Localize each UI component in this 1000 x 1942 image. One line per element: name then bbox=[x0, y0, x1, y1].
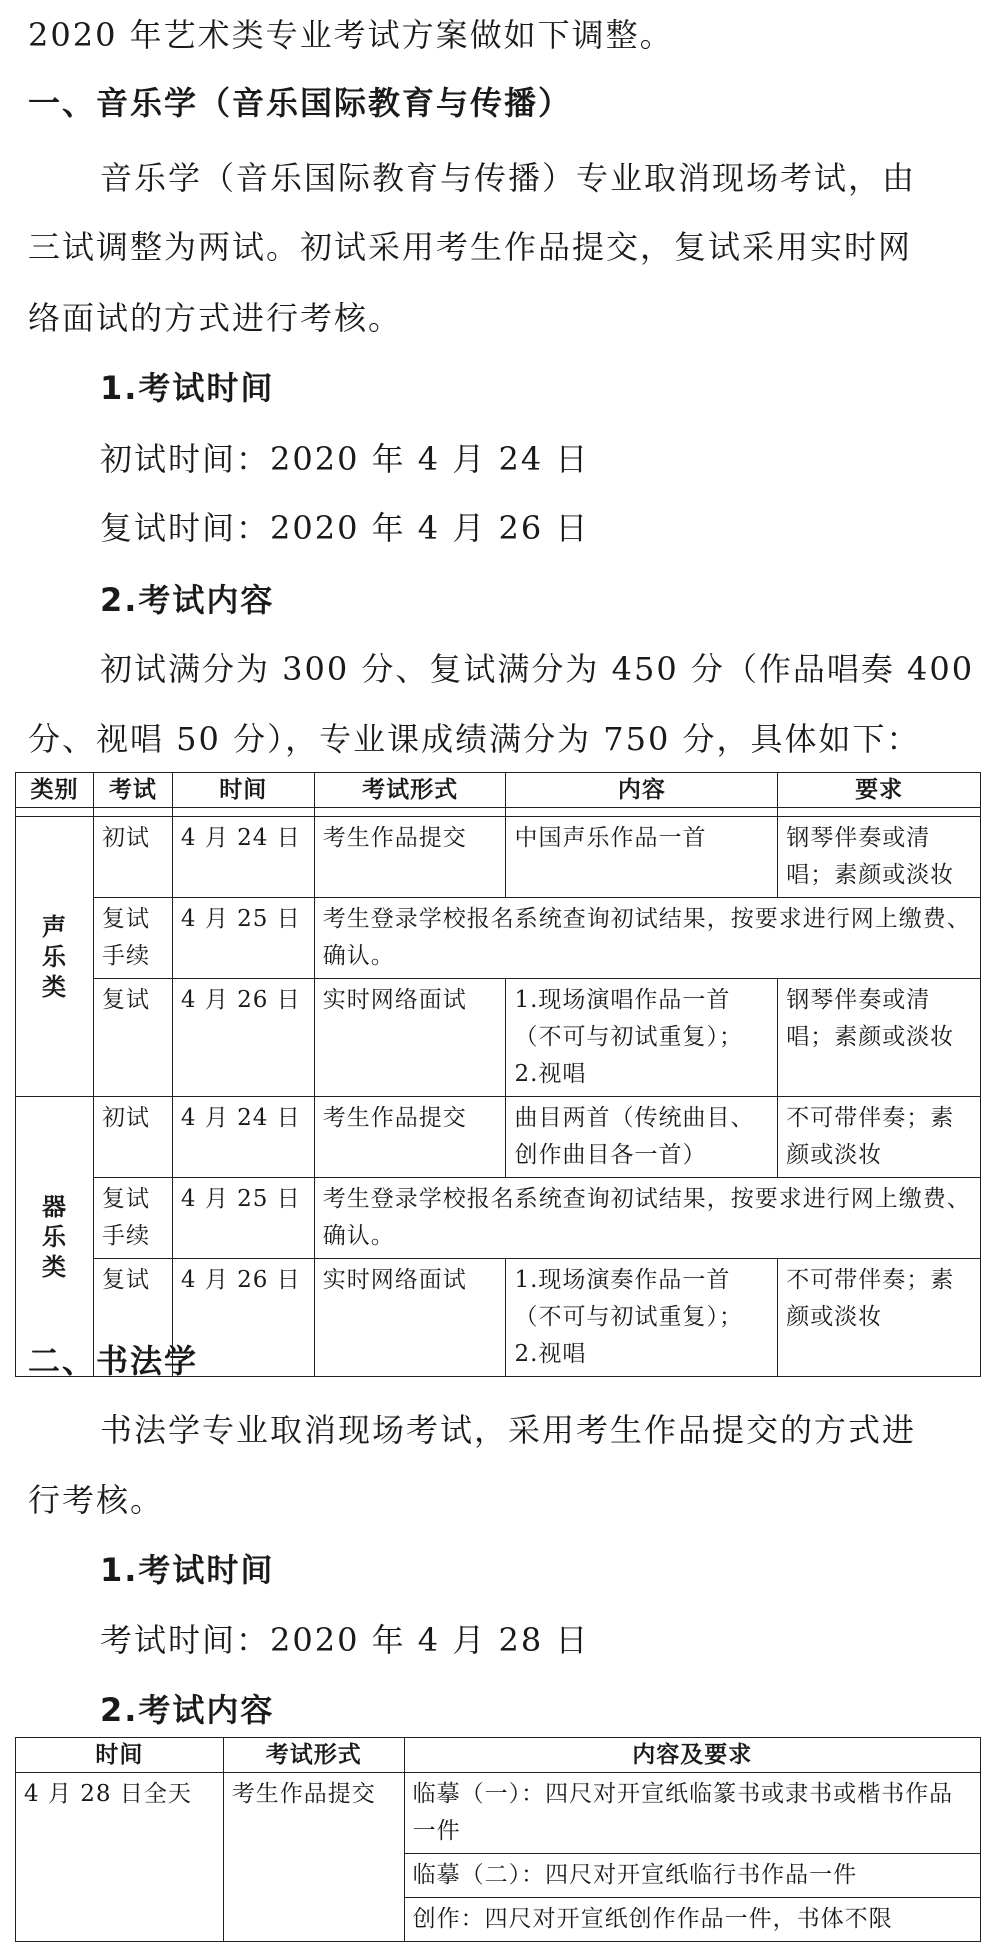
table-header-row bbox=[16, 773, 981, 808]
cell-content bbox=[506, 1259, 778, 1377]
section1-time-heading: 1.考试时间 bbox=[100, 369, 275, 407]
cell-exam: 初试 bbox=[93, 1097, 172, 1178]
section1-content-line2: 分、视唱 50 分），专业课成绩满分为 750 分，具体如下： bbox=[28, 720, 921, 758]
cell-exam: 初试 bbox=[93, 817, 172, 898]
category-vocal: 声 乐 类 bbox=[16, 817, 94, 1097]
cell-form: 考生作品提交 bbox=[314, 1097, 506, 1178]
content-item-a: 1.现场演奏作品一首（不可与初试重复）； bbox=[514, 1267, 743, 1330]
cell-content bbox=[506, 979, 778, 1097]
section2-heading: 二、书法学 bbox=[28, 1342, 199, 1380]
cell-item: 临摹（二）：四尺对开宣纸临行书作品一件 bbox=[404, 1854, 980, 1898]
cell-item: 创作：四尺对开宣纸创作作品一件，书体不限 bbox=[404, 1898, 980, 1942]
header-requirement: 要求 bbox=[778, 773, 981, 808]
content-item-b: 2.视唱 bbox=[514, 1341, 587, 1367]
header-content-requirement: 内容及要求 bbox=[404, 1738, 980, 1773]
cell-exam: 复试 bbox=[93, 1259, 172, 1377]
cell-time: 4 月 28 日全天 bbox=[16, 1773, 224, 1942]
section1-paragraph-line1: 音乐学（音乐国际教育与传播）专业取消现场考试，由 bbox=[100, 159, 917, 197]
cell-time: 4 月 26 日 bbox=[172, 979, 314, 1097]
table-row bbox=[16, 898, 981, 979]
cell-form: 考生作品提交 bbox=[223, 1773, 404, 1942]
intro-line: 2020 年艺术类专业考试方案做如下调整。 bbox=[28, 16, 674, 54]
cell-content: 曲目两首（传统曲目、创作曲目各一首） bbox=[506, 1097, 778, 1178]
section1-time-line1: 初试时间：2020 年 4 月 24 日 bbox=[100, 440, 590, 478]
section2-time-heading: 1.考试时间 bbox=[100, 1551, 275, 1589]
section1-content-line1: 初试满分为 300 分、复试满分为 450 分（作品唱奏 400 bbox=[100, 650, 975, 688]
header-time: 时间 bbox=[172, 773, 314, 808]
section2-paragraph-line2: 行考核。 bbox=[28, 1481, 165, 1519]
section1-heading: 一、音乐学（音乐国际教育与传播） bbox=[28, 84, 573, 122]
section1-time-line2: 复试时间：2020 年 4 月 26 日 bbox=[100, 509, 590, 547]
header-exam: 考试 bbox=[93, 773, 172, 808]
table-row bbox=[16, 1773, 981, 1854]
cell-item: 临摹（一）：四尺对开宣纸临篆书或隶书或楷书作品一件 bbox=[404, 1773, 980, 1854]
section1-paragraph-line2: 三试调整为两试。初试采用考生作品提交，复试采用实时网 bbox=[28, 228, 913, 266]
cell-time: 4 月 24 日 bbox=[172, 817, 314, 898]
header-form: 考试形式 bbox=[314, 773, 506, 808]
table-row bbox=[16, 1178, 981, 1259]
cell-form: 实时网络面试 bbox=[314, 1259, 506, 1377]
cell-requirement: 钢琴伴奏或清唱；素颜或淡妆 bbox=[778, 817, 981, 898]
section1-content-heading: 2.考试内容 bbox=[100, 581, 275, 619]
cell-time: 4 月 25 日 bbox=[172, 898, 314, 979]
header-time: 时间 bbox=[16, 1738, 224, 1773]
cell-content: 中国声乐作品一首 bbox=[506, 817, 778, 898]
cell-time: 4 月 26 日 bbox=[172, 1259, 314, 1377]
cell-requirement: 钢琴伴奏或清唱；素颜或淡妆 bbox=[778, 979, 981, 1097]
table-header-row bbox=[16, 1738, 981, 1773]
content-item-a: 1.现场演唱作品一首（不可与初试重复）； bbox=[514, 987, 743, 1050]
cell-requirement: 不可带伴奏；素颜或淡妆 bbox=[778, 1259, 981, 1377]
cell-time: 4 月 25 日 bbox=[172, 1178, 314, 1259]
header-form: 考试形式 bbox=[223, 1738, 404, 1773]
cell-form: 考生作品提交 bbox=[314, 817, 506, 898]
music-exam-table bbox=[15, 772, 981, 1377]
cell-exam: 复试手续 bbox=[93, 1178, 172, 1259]
cell-exam: 复试 bbox=[93, 979, 172, 1097]
cell-requirement: 不可带伴奏；素颜或淡妆 bbox=[778, 1097, 981, 1178]
section1-paragraph-line3: 络面试的方式进行考核。 bbox=[28, 299, 403, 337]
table-row bbox=[16, 1097, 981, 1178]
table-row bbox=[16, 817, 981, 898]
calligraphy-exam-table bbox=[15, 1737, 981, 1942]
cell-form: 实时网络面试 bbox=[314, 979, 506, 1097]
section2-content-heading: 2.考试内容 bbox=[100, 1691, 275, 1729]
cell-merged-note: 考生登录学校报名系统查询初试结果，按要求进行网上缴费、确认。 bbox=[314, 898, 980, 979]
header-content: 内容 bbox=[506, 773, 778, 808]
header-category: 类别 bbox=[16, 773, 94, 808]
cell-exam: 复试手续 bbox=[93, 898, 172, 979]
cell-time: 4 月 24 日 bbox=[172, 1097, 314, 1178]
table-row bbox=[16, 979, 981, 1097]
category-instrumental: 器 乐 类 bbox=[16, 1097, 94, 1377]
section2-paragraph-line1: 书法学专业取消现场考试，采用考生作品提交的方式进 bbox=[100, 1411, 917, 1449]
section2-time-line: 考试时间：2020 年 4 月 28 日 bbox=[100, 1621, 590, 1659]
cell-merged-note: 考生登录学校报名系统查询初试结果，按要求进行网上缴费、确认。 bbox=[314, 1178, 980, 1259]
content-item-b: 2.视唱 bbox=[514, 1061, 587, 1087]
